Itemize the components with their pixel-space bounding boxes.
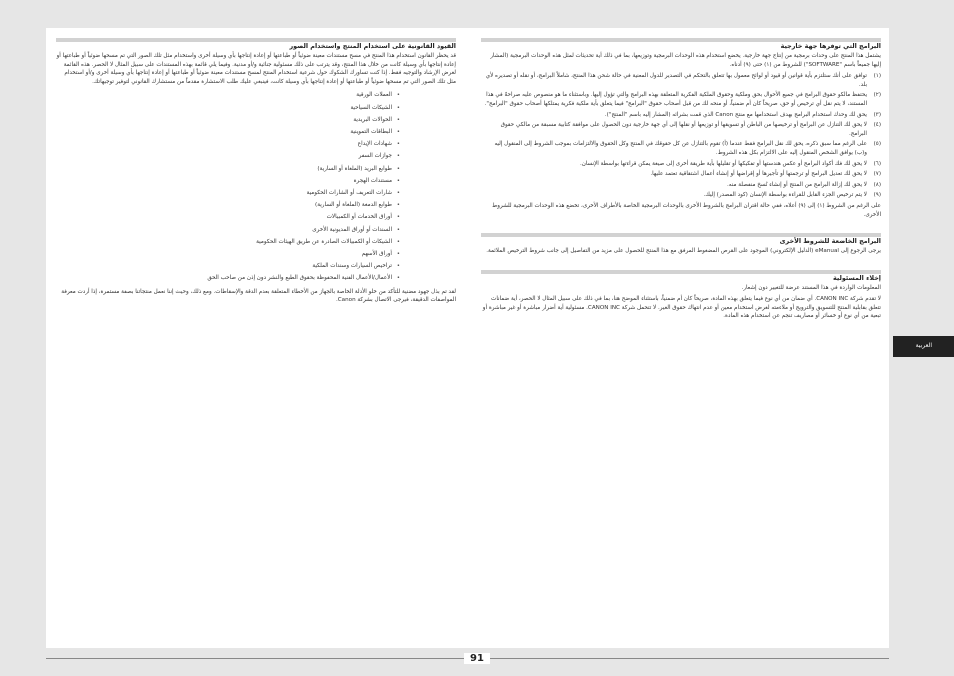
item-text: يحق لك وحدك استخدام البرامج بهدف استخدامها مع منتج Canon الذي قمت بشرائه (المشار إليه باسم "المنتج").: [604, 111, 867, 118]
item-text: لا يحق لك فك أكواد البرامج أو عكس هندستها أو تفكيكها أو تقليلها بأية طريقة أخرى إلى صيغة يمكن قراءتها بواسطة الإنسان.: [579, 160, 867, 167]
section-closing: على الرغم من الشروط (١) إلى (٩) أعلاه، ففي حالة اقتران البرامج بالشروط الأخرى بالوحدات البرمجية الخاصة بالأطراف الأخرى، تخضع هذه الوحدات البرمجية للشروط الأخرى.: [492, 202, 881, 218]
item-number: (٩): [873, 192, 881, 199]
right-column: [481, 38, 881, 331]
bullet-list: [56, 89, 456, 284]
section-legal-restrictions: [56, 38, 456, 305]
item-text: لا يحق لك تعديل البرامج أو ترجمتها أو تأجيرها أو إقراضها أو إنشاء أعمال اشتقاقية تعتمد عليها.: [650, 171, 867, 178]
language-tab: [893, 336, 954, 357]
list-item: • شارات التعريف أو الشارات الحكومية: [56, 187, 456, 199]
item-text: يحتفظ مالكو حقوق البرامج في جميع الأحوال بحق وملكية وحقوق الملكية الفكرية المتعلقة بهذه البرامج والتي تؤول إليها. وباستثناء ما هو منصوص عليه صراحةً في هذا المستند، لا يتم نقل أي ترخيص أو حق، صريحاً كان أم ضمنياً، أو منحه لك من قبل أصحاب حقوق "البرامج" فيما يتعلق بأية ملكية فكرية يمتلكها أصحاب حقوق "البرامج".: [484, 92, 867, 107]
list-item: • السندات أو أوراق المديونية الأخرى: [56, 224, 456, 236]
section-third-party-software: [481, 38, 881, 219]
item-number: (٧): [873, 171, 881, 178]
section-title: إخلاء المسئولية: [832, 273, 881, 282]
section-divider: [481, 270, 881, 274]
list-item: • أوراق الخدمات أو الكمبيالات: [56, 211, 456, 223]
item-number: (٣): [873, 111, 881, 118]
list-item: • تراخيص السيارات وسندات الملكية: [56, 260, 456, 272]
list-item: [481, 121, 881, 138]
section-intro: قد يحظر القانون استخدام هذا المنتج في مسح مستندات معينة ضوئياً أو طباعتها أو إعادة إنتاجها بأي وسيلة أخرى واستخدام مثل تلك الصور التي تم مسحها ضوئياً أو طباعتها أو إعادة إنتاجها بأي وسيلة كانت من خلال هذا المنتج، وقد يترتب على ذلك مسئولية جنائية و/أو مدنية. وفيما يلي قائمة بهذه المستندات على سبيل المثال لا الحصر. هذه القائمة لغرض الإرشاد والتوجيه فقط. إذا كنت تساورك الشكوك حول شرعية استخدام المنتج لمسح مستندات معينة ضوئياً أو طباعتها أو إعادة إنتاجها بأي وسيلة أخرى و/أو استخدام مثل تلك الصور التي تم مسحها ضوئياً أو طباعتها أو إعادة إنتاجها بأي وسيلة كانت، فينبغي عليك طلب الاستشارة مقدماً من مستشارك القانوني لتوفير توجيهاتك.: [56, 53, 456, 85]
item-number: (٤): [873, 122, 881, 129]
language-tab-label: العربية: [915, 342, 932, 349]
list-item: [481, 72, 881, 89]
section-title: القيود القانونية على استخدام المنتج واستخدام الصور: [289, 42, 456, 50]
list-item: • الحوالات البريدية: [56, 114, 456, 126]
list-item: [481, 160, 881, 169]
list-item: [481, 111, 881, 120]
list-item: [481, 181, 881, 190]
item-number: (٦): [873, 160, 881, 167]
disclaimer-text: المعلومات الواردة في هذا المستند عرضة للتغيير دون إشعار.: [741, 284, 881, 291]
list-item: • جوازات السفر: [56, 150, 456, 162]
section-divider: [481, 38, 881, 42]
list-item: [481, 170, 881, 179]
list-item: • البطاقات التموينية: [56, 126, 456, 138]
section-divider: [481, 233, 881, 237]
list-item: [481, 91, 881, 108]
item-text: على الرغم مما سبق ذكره، يحق لك نقل البرامج فقط عندما (أ) تقوم بالتنازل عن كل حقوقك في المنتج وكل الحقوق والالتزامات بموجب الشروط إلى المنقول إليه و(ب) يوافق الشخص المنقول إليه على الالتزام بكل هذه الشروط.: [494, 141, 867, 156]
item-text: توافق على أنك ستلتزم بأية قوانين أو قيود أو لوائح معمول بها تتعلق بالتحكم في التصدير للدول المعنية في حالة شحن هذا المنتج، شاملاً البرامج، أو نقله أو تصديره لأي بلد.: [485, 73, 867, 88]
list-item: • الشيكات السياحية: [56, 102, 456, 114]
list-item: • الشيكات أو الكمبيالات الصادرة عن طريق الهيئات الحكومية: [56, 236, 456, 248]
item-number: (٢): [873, 92, 881, 99]
list-item: • طوابع البريد (الملغاة أو السارية): [56, 163, 456, 175]
item-number: (١): [873, 73, 881, 80]
section-closing: لقد تم بذل جهود مضنية للتأكد من خلو الأدلة الخاصة بالجهاز من الأخطاء المتعلقة بعدم الدقة والإسقاطات. ومع ذلك، وحيث إننا نعمل منتجاتنا بصفة مستمرة، إذا أردت معرفة المواصفات الدقيقة، فيرجى الاتصال بشركة Canon.: [61, 288, 456, 304]
item-text: لا يحق لك التنازل عن البرامج أو ترخيصها من الباطن أو تسويقها أو توزيعها أو نقلها إلى أي جهة خارجية دون الحصول على موافقة كتابية مسبقة من مالكي حقوق البرامج.: [500, 122, 867, 137]
disclaimer-text: لا تقدم شركة CANON INC. أي ضمان من أي نوع فيما يتعلق بهذه المادة، صريحاً كان أم ضمنياً، باستثناء الموضح هنا، بما في ذلك على سبيل المثال لا الحصر، أية ضمانات تتعلق بقابلية المنتج للتسويق والترويج أو ملاءمته لغرض استخدام معين أو عدم انتهاك حقوق الغير. لا تتحمل شركة CANON INC. مسئولية أية أضرار مباشرة أو غير مباشرة أو تبعية من أي نوع أو خسائر أو مصاريف تنجم عن استخدام هذه المادة.: [482, 296, 881, 320]
list-item: • الأعمال/الأعمال الفنية المحفوظة بحقوق الطبع والنشر دون إذن من صاحب الحق: [56, 272, 456, 284]
item-text: لا يتم ترخيص الجزء القابل للقراءة بواسطة الإنسان (كود المصدر) إليك.: [703, 192, 867, 199]
section-text: يرجى الرجوع إلى eManual (الدليل الإلكتروني) الموجود على القرص المضغوط المرفق مع هذا المنتج للحصول على مزيد من التفاصيل إلى جانب شروط الترخيص الملائمة.: [486, 248, 881, 255]
list-item: • شهادات الإيداع: [56, 138, 456, 150]
item-number: (٥): [873, 141, 881, 148]
list-item: [481, 140, 881, 157]
item-text: لا يحق لك إزالة البرامج من المنتج أو إنشاء نُسخ منفصلة منه.: [727, 181, 867, 188]
section-other-terms-software: [481, 233, 881, 256]
list-item: • طوابع الدمغة (الملغاة أو السارية): [56, 199, 456, 211]
section-disclaimer: [481, 270, 881, 321]
list-item: • العملات الورقية: [56, 89, 456, 101]
page-number: 91: [464, 653, 490, 664]
item-number: (٨): [873, 181, 881, 188]
list-item: [481, 191, 881, 200]
document-page: [46, 28, 889, 648]
list-item: • مستندات الهجرة: [56, 175, 456, 187]
list-item: • أوراق الأسهم: [56, 248, 456, 260]
section-intro: يشتمل هذا المنتج على وحدات برمجية من إنتاج جهة خارجية. يخضع استخدام هذه الوحدات البرمجية وتوزيعها، بما في ذلك أية تحديثات لمثل هذه الوحدات البرمجية (المشار إليها جميعاً باسم "SOFTWARE") للشروط من (١) حتى (٩) أدناه.: [490, 53, 881, 68]
section-title: البرامج التي توفرها جهة خارجية: [780, 42, 881, 50]
numbered-list: [481, 72, 881, 200]
left-column: [56, 38, 456, 315]
section-divider: [56, 38, 456, 42]
section-title: البرامج الخاضعة للشروط الأخرى: [779, 237, 881, 246]
